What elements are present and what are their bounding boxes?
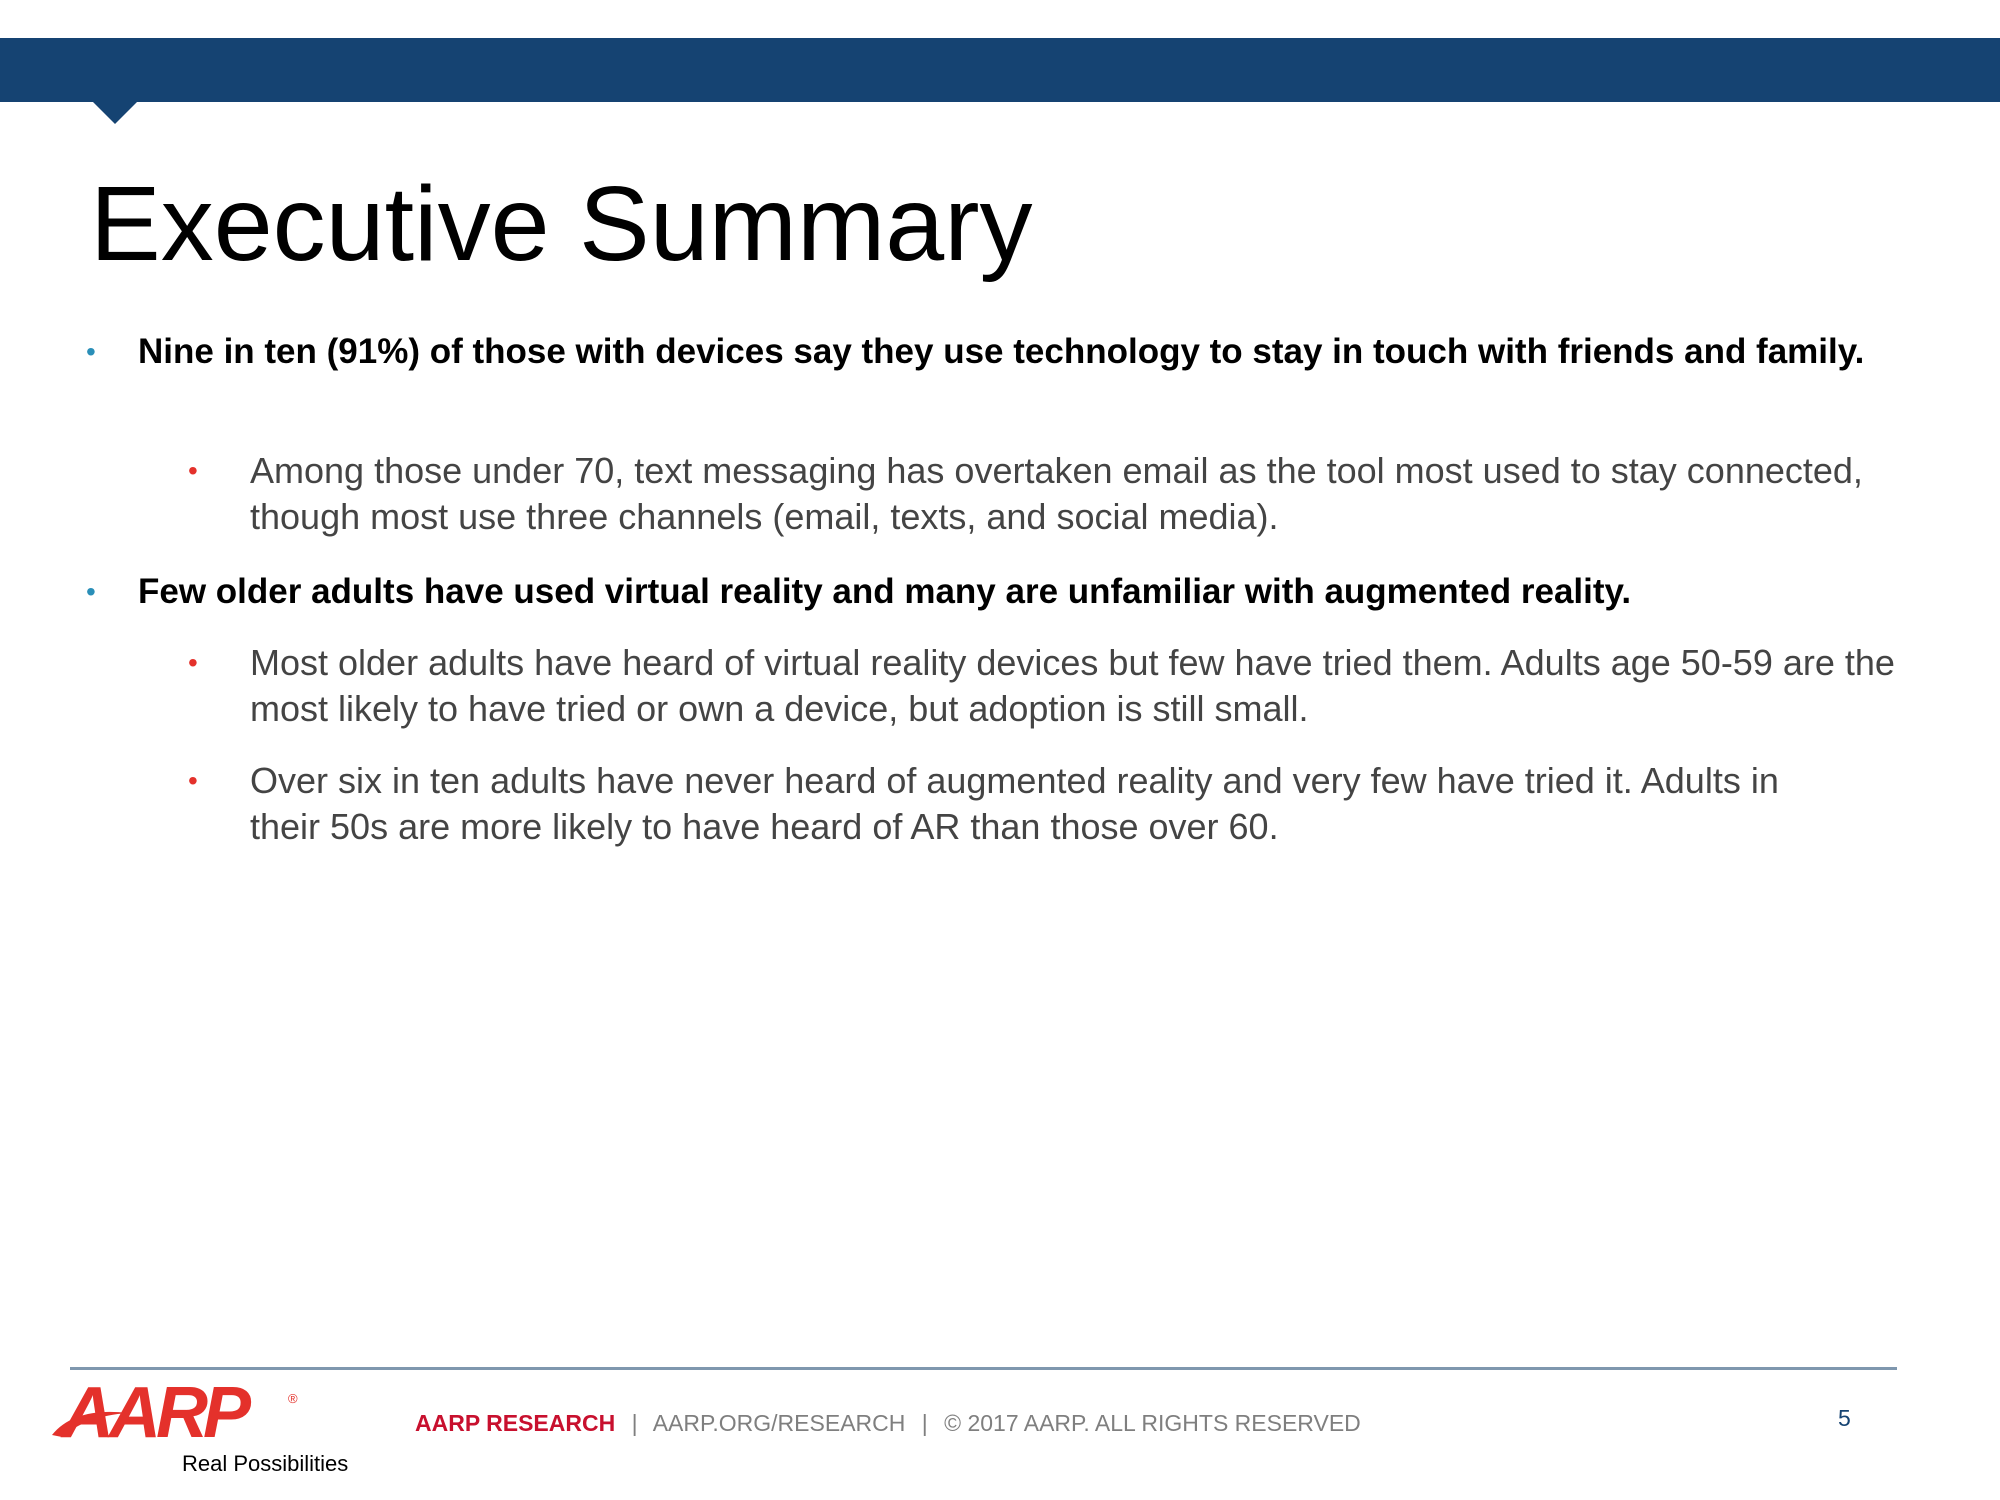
header-bar-notch [92, 101, 138, 124]
footer-url: AARP.ORG/RESEARCH [652, 1410, 906, 1436]
bullet-text: Among those under 70, text messaging has overtaken email as the tool most used to stay connected, though most use three channels (email, texts, and social media). [250, 450, 1863, 537]
bullet-marker: • [188, 765, 198, 796]
aarp-logo [50, 1373, 370, 1476]
bullet-marker: • [188, 647, 198, 678]
bullet-level-1 [86, 568, 1966, 615]
bullet-level-1 [86, 328, 1866, 375]
page-title: Executive Summary [90, 165, 1033, 283]
bullet-marker: • [188, 455, 198, 486]
logo-tagline: Real Possibilities [182, 1451, 349, 1476]
bullet-level-2 [188, 448, 1888, 540]
bullet-text: Over six in ten adults have never heard of augmented reality and very few have tried it. Adults in their 50s are more likely to have heard of AR than those over 60. [250, 760, 1779, 847]
bullet-level-2 [188, 758, 1848, 850]
footer-brand: AARP RESEARCH [415, 1410, 616, 1436]
logo-registered-mark: ® [288, 1391, 298, 1406]
footer-separator: | [921, 1410, 928, 1436]
bullet-text: Nine in ten (91%) of those with devices say they use technology to stay in touch with friends and family. [138, 332, 1865, 371]
bullet-text: Few older adults have used virtual reality and many are unfamiliar with augmented reality. [138, 572, 1632, 611]
footer-credits [415, 1410, 1361, 1437]
bullet-level-2 [188, 640, 1910, 732]
bullet-marker: • [86, 576, 96, 607]
footer-separator: | [631, 1410, 638, 1436]
header-bar [0, 38, 2000, 102]
bullet-marker: • [86, 336, 96, 367]
footer-copyright: © 2017 AARP. ALL RIGHTS RESERVED [944, 1410, 1361, 1436]
page-number: 5 [1838, 1405, 1851, 1431]
logo-wordmark: AARP [62, 1373, 247, 1453]
bullet-text: Most older adults have heard of virtual reality devices but few have tried them. Adults age 50-59 are the most likely to have tried or own a device, but adoption is still small. [250, 642, 1895, 729]
footer-divider [70, 1367, 1897, 1370]
